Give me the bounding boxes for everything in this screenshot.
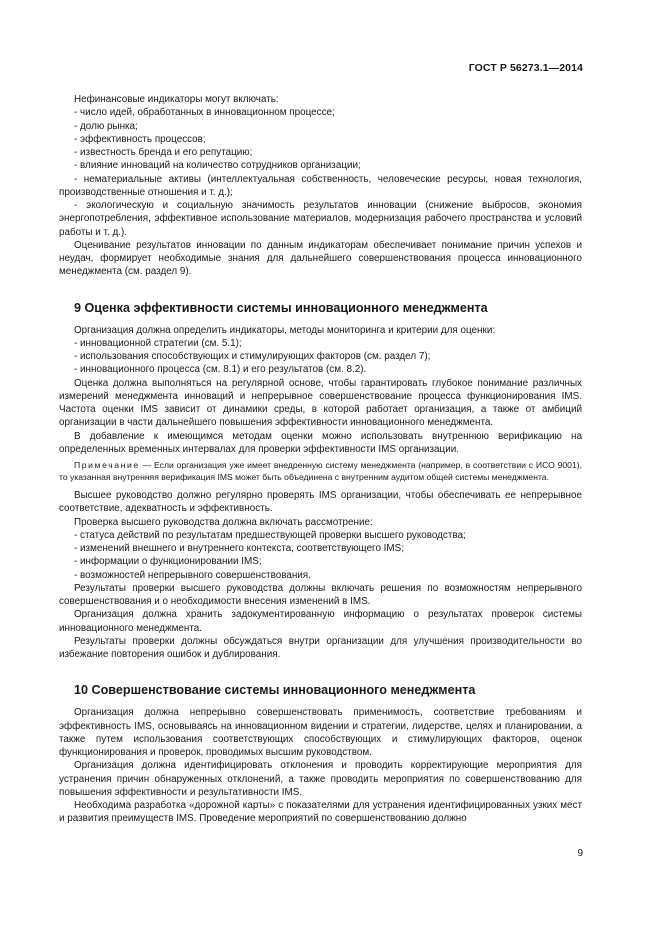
note [59,460,582,483]
note-text: — Если организация уже имеет внедренную систему менеджмента (например, в соответствии с ИСО 9001), то указанная внутренняя верификация IMS может быть объединена с внутренним аудитом общей системы менеджмента. [59,460,582,482]
list-item: - экологическую и социальную значимость результатов инновации (снижение выбросов, экономия энергопотребления, эффективное использование материалов, модернизация рабочего пространства и условий работы и т. д.). [59,200,582,238]
list-item: - инновационной стратегии (см. 5.1); [74,337,242,349]
paragraph: Высшее руководство должно регулярно проверять IMS организации, чтобы обеспечивать ее непрерывное соответствие, адекватность и эффективность. [59,490,582,515]
list-item: - информации о функционировании IMS; [74,556,262,568]
page-number: 9 [577,848,583,859]
paragraph: Проверка высшего руководства должна включать рассмотрение: [74,516,373,528]
paragraph: Оценивание результатов инновации по данным индикаторам обеспечивает понимание причин успехов и неудач, формирует необходимые знания для дальнейшего совершенствования процесса инновационного менеджмента (см. раздел 9). [59,239,582,278]
paragraph: Нефинансовые индикаторы могут включать: [74,94,279,105]
standard-header: ГОСТ Р 56273.1—2014 [468,62,583,74]
list-item: - нематериальные активы (интеллектуальная собственность, человеческие ресурсы, новая технология, производственные отношения и т. д.); [59,173,582,198]
note-label: Примечание [74,460,140,470]
paragraph: Оценка должна выполняться на регулярной основе, чтобы гарантировать глубокое понимание различных измерений менеджмента инноваций и непрерывное совершенствование процесса функционирования IMS. Частота оценки IMS зависит от динамики среды, в которой работает организация, а также от амбиций организации в части дальнейшего повышения эффективности инновационного менеджмента. [59,377,582,429]
section-heading: 10 Совершенствование системы инновационного менеджмента [74,683,476,698]
list-item: - статуса действий по результатам предшествующей проверки высшего руководства; [74,529,466,541]
paragraph: Организация должна хранить задокументированную информацию о результатах проверок системы инновационного менеджмента. [59,609,582,634]
list-item: - возможностей непрерывного совершенствования. [74,569,311,581]
paragraph: Необходима разработка «дорожной карты» с показателями для устранения идентифицированных узких мест и развития преимуществ IMS. Проведение мероприятий по совершенствованию должно [59,800,582,825]
list-item: - инновационного процесса (см. 8.1) и его результатов (см. 8.2). [74,364,367,376]
paragraph: В добавление к имеющимся методам оценки можно использовать внутреннюю верификацию на определенных временных интервалах для проверки эффективности IMS организации. [59,430,582,455]
paragraph: Организация должна непрерывно совершенствовать применимость, соответствие требованиям и эффективность IMS, основываясь на инновационном видении и стратегии, лидерстве, целях и планировании, а также путем использования соответствующих способствующих и стимулирующих факторов, оценок функционирования и проверок, проводимых высшим руководством. [59,707,582,758]
paragraph: Результаты проверки высшего руководства должны включать решения по возможностям непрерывного совершенствования и о необходимости внесения изменений в IMS. [59,582,582,607]
section-heading: 9 Оценка эффективности системы инновационного менеджмента [74,300,488,315]
list-item: - долю рынка; [74,120,138,132]
list-item: - число идей, обработанных в инновационном процессе; [74,107,335,119]
list-item: - известность бренда и его репутацию; [74,147,253,158]
list-item: - эффективность процессов; [74,133,206,145]
page-content [59,93,582,826]
list-item: - изменений внешнего и внутреннего контекста, соответствующего IMS; [74,543,404,554]
list-item: - использования способствующих и стимулирующих факторов (см. раздел 7); [74,351,431,362]
paragraph: Организация должна идентифицировать отклонения и проводить корректирующие мероприятия для устранения причин обнаруженных отклонений, а также проводить мероприятия по совершенствованию для повышения эффективности и результативности IMS. [59,760,582,798]
paragraph: Результаты проверки должны обсуждаться внутри организации для улучшения производительности во избежание повторения ошибок и дублирования. [59,635,582,660]
list-item: - влияние инноваций на количество сотрудников организации; [74,160,361,172]
paragraph: Организация должна определить индикаторы, методы мониторинга и критерии для оценки: [74,324,496,336]
